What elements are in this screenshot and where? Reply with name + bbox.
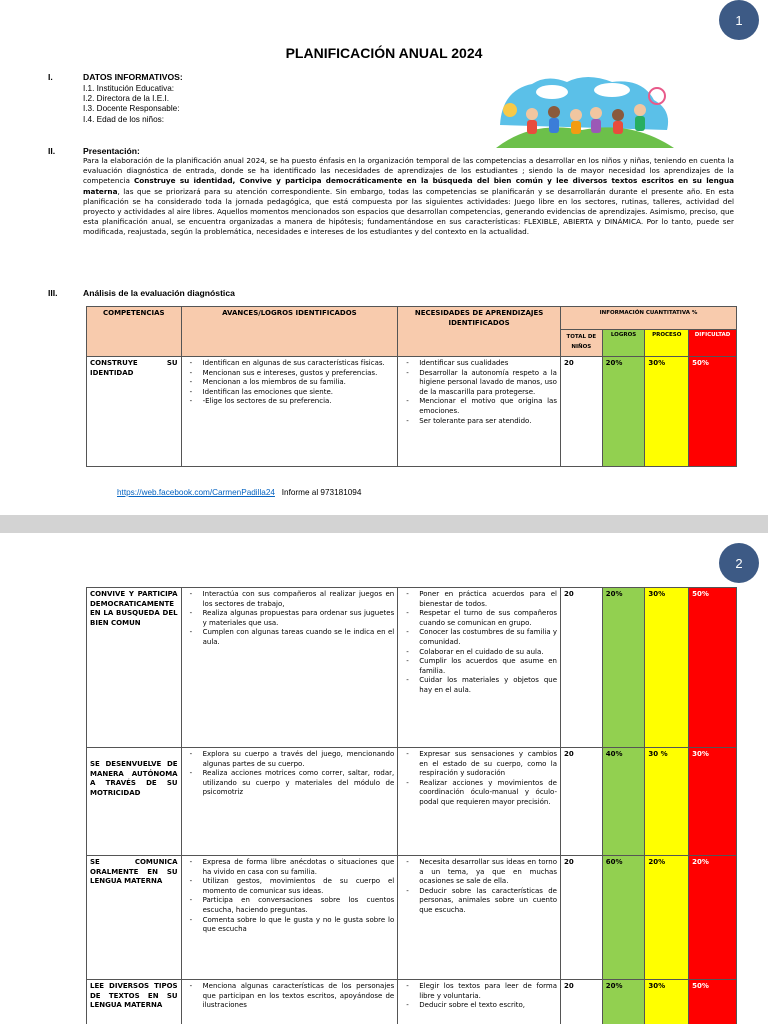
proceso-cell: 30 % [645, 748, 689, 856]
list-item: - Menciona algunas características de los personajes que participan en los textos escritos, apoyándose de ilustraciones [185, 982, 395, 1011]
page-number-badge: 1 [719, 0, 759, 40]
list-item: - Identifican las emociones que siente. [185, 388, 395, 398]
table-row [87, 748, 737, 856]
section-1-number: I. [48, 72, 53, 82]
proceso-cell: 20% [645, 856, 689, 980]
list-item: - Colaborar en el cuidado de su aula. [401, 648, 557, 658]
competencia-cell: SE DESENVUELVE DE MANERA AUTÓNOMA A TRAVÉS DE SU MOTRICIDAD [87, 748, 182, 856]
section-1-heading: DATOS INFORMATIVOS: [83, 72, 183, 82]
total-cell: 20 [561, 748, 603, 856]
necesidades-cell [398, 856, 561, 980]
list-item: - Conocer las costumbres de su familia y comunidad. [401, 628, 557, 647]
list-item: - Expresar sus sensaciones y cambios en el estado de su cuerpo, como la respiración y sudoración [401, 750, 557, 779]
presentation-text-b: , las que se priorizará para su atención correspondiente. Sin embargo, todas las competencias se planificarán y se desarrollarán durante el presente año. En esta planificación se ha considerado toda la jornada pedagógica, que está compuesta por las siguientes actividades: Juego libre en los sectores, rutinas, talleres, actividad del proyecto y actividades al aire libres. Aquellos momentos mencionados son espacios que desarrollan competencias, generando evidencias de aprendizajes. Asimismo, preciso, que esta planificación anual, se encuentra organizadas a manera de hipótesis; fundamentándose en sus características: FLEXIBLE, ABIERTA y DINÁMICA. Por lo tanto, puede ser modificada, reajustada, según la problemática, necesidades e intereses de los estudiantes y del contexto en la actualidad. [83, 186, 734, 237]
list-item: - Cumplir los acuerdos que asume en familia. [401, 657, 557, 676]
proceso-cell: 30% [645, 588, 689, 748]
header-proceso: PROCESO [645, 330, 689, 357]
children-illustration [492, 70, 677, 148]
table-row [87, 357, 737, 467]
competencia-cell: SE COMUNICA ORALMENTE EN SU LENGUA MATERNA [87, 856, 182, 980]
list-item: - Comenta sobre lo que le gusta y no le gusta sobre lo que escucha [185, 916, 395, 935]
presentation-text-bold: Construye su identidad, Convive y participa democráticamente en la búsqueda del bien común y lee diversos textos escritos en su lengua materna [83, 176, 735, 196]
competencia-cell: LEE DIVERSOS TIPOS DE TEXTOS EN SU LENGUA MATERNA [87, 980, 182, 1024]
section-3-heading: Análisis de la evaluación diagnóstica [83, 288, 235, 298]
dificultad-cell: 30% [689, 748, 737, 856]
list-item: - Respetar el turno de sus compañeros cuando se comunican en grupo. [401, 609, 557, 628]
necesidades-cell [398, 748, 561, 856]
header-logros: LOGROS [602, 330, 645, 357]
info-item: I.3. Docente Responsable: [83, 104, 180, 114]
footer-text: Informe al 973181094 [281, 488, 362, 497]
necesidades-cell [398, 357, 561, 467]
header-competencias: COMPETENCIAS [87, 307, 182, 357]
logros-cell: 20% [602, 588, 645, 748]
proceso-cell: 30% [645, 980, 689, 1024]
dificultad-cell: 50% [689, 588, 737, 748]
table-row [87, 856, 737, 980]
list-item: - Expresa de forma libre anécdotas o situaciones que ha vivido en casa con su familia. [185, 858, 395, 877]
header-dificultad: DIFICULTAD [689, 330, 737, 357]
list-item: - Mencionan sus e intereses, gustos y preferencias. [185, 369, 395, 379]
list-item: - Elegir los textos para leer de forma libre y voluntaria. [401, 982, 557, 1001]
page-2 [0, 533, 768, 1024]
diagnostic-table [86, 306, 737, 467]
table-row [87, 588, 737, 748]
section-3-number: III. [48, 288, 58, 298]
info-list [83, 84, 180, 125]
page-title: PLANIFICACIÓN ANUAL 2024 [285, 45, 483, 61]
presentation-text-a: Para la elaboración de la planificación anual 2024, se ha puesto énfasis en la organización temporal de las competencias a desarrollar en los niños y niñas, teniendo en cuenta la evaluación diagnóstica de entrada, donde se ha identificado las necesidades de aprendizajes de los estudiantes ; siendo la de mayor necesidad los aprendizajes de la competencia [83, 156, 734, 186]
list-item: - Cumplen con algunas tareas cuando se le indica en el aula. [185, 628, 395, 647]
avances-cell [181, 856, 398, 980]
logros-cell: 20% [602, 357, 645, 467]
total-cell: 20 [560, 357, 602, 467]
dificultad-cell: 20% [689, 856, 737, 980]
list-item: - Identifican en algunas de sus características físicas. [185, 359, 395, 369]
info-item: I.4. Edad de los niños: [83, 114, 165, 124]
section-2-heading: Presentación: [83, 146, 140, 156]
total-cell: 20 [561, 588, 603, 748]
header-necesidades: NECESIDADES DE APRENDIZAJES IDENTIFICADOS [398, 307, 561, 357]
list-item: - Mencionar el motivo que origina las emociones. [401, 397, 557, 416]
avances-cell [181, 588, 398, 748]
logros-cell: 20% [602, 980, 645, 1024]
section-2-number: II. [48, 146, 56, 156]
list-item: - Deducir sobre el texto escrito, [401, 1001, 557, 1011]
facebook-link[interactable]: https://web.facebook.com/CarmenPadilla24 [117, 488, 275, 497]
list-item: - Identificar sus cualidades [401, 359, 557, 369]
competencia-cell: CONSTRUYE SU IDENTIDAD [87, 357, 182, 467]
list-item: - Mencionan a los miembros de su familia. [185, 378, 395, 388]
list-item: - Desarrollar la autonomía respeto a la higiene personal lavado de manos, uso de la mascarilla para protegerse. [401, 369, 557, 398]
list-item: - -Elige los sectores de su preferencia. [185, 397, 395, 407]
list-item: - Deducir sobre las características de personas, animales sobre un cuento que escucha. [401, 887, 557, 916]
list-item: - Necesita desarrollar sus ideas en torno a un tema, ya que en muchas ocasiones se sale de ella. [401, 858, 557, 887]
proceso-cell: 30% [645, 357, 689, 467]
list-item: - Realiza algunas propuestas para ordenar sus juguetes y materiales que usa. [185, 609, 395, 628]
info-item: I.1. Institución Educativa: [83, 84, 175, 93]
list-item: - Interactúa con sus compañeros al realizar juegos en los sectores de trabajo, [185, 590, 395, 609]
dificultad-cell: 50% [689, 357, 737, 467]
header-total: TOTAL DE NIÑOS [560, 330, 602, 357]
avances-cell [181, 748, 398, 856]
avances-cell [181, 357, 398, 467]
list-item: - Participa en conversaciones sobre los cuentos escucha, haciendo preguntas. [185, 896, 395, 915]
total-cell: 20 [561, 856, 603, 980]
list-item: - Poner en práctica acuerdos para el bienestar de todos. [401, 590, 557, 609]
diagnostic-table-continued [86, 587, 737, 1024]
presentation-paragraph [83, 156, 734, 238]
footer [117, 488, 361, 497]
total-cell: 20 [561, 980, 603, 1024]
list-item: - Realiza acciones motrices como correr, saltar, rodar, utilizando su cuerpo y materiales del módulo de psicomotriz [185, 769, 395, 798]
necesidades-cell [398, 980, 561, 1024]
header-info: INFORMACIÓN CUANTITATIVA % [560, 307, 736, 330]
avances-cell [181, 980, 398, 1024]
competencia-cell: CONVIVE Y PARTICIPA DEMOCRATICAMENTE EN LA BUSQUEDA DEL BIEN COMUN [87, 588, 182, 748]
necesidades-cell [398, 588, 561, 748]
logros-cell: 40% [602, 748, 645, 856]
info-item: I.2. Directora de la I.E.I. [83, 94, 170, 104]
header-avances: AVANCES/LOGROS IDENTIFICADOS [181, 307, 398, 357]
list-item: - Realizar acciones y movimientos de coordinación óculo-manual y óculo-podal que requieren mayor precisión. [401, 779, 557, 808]
table-row [87, 980, 737, 1024]
page-number-badge: 2 [719, 543, 759, 583]
list-item: - Cuidar los materiales y objetos que hay en el aula. [401, 676, 557, 695]
logros-cell: 60% [602, 856, 645, 980]
list-item: - Ser tolerante para ser atendido. [401, 417, 557, 427]
list-item: - Explora su cuerpo a través del juego, mencionando algunas partes de su cuerpo. [185, 750, 395, 769]
dificultad-cell: 50% [689, 980, 737, 1024]
list-item: - Utilizan gestos, movimientos de su cuerpo el momento de comunicar sus ideas. [185, 877, 395, 896]
